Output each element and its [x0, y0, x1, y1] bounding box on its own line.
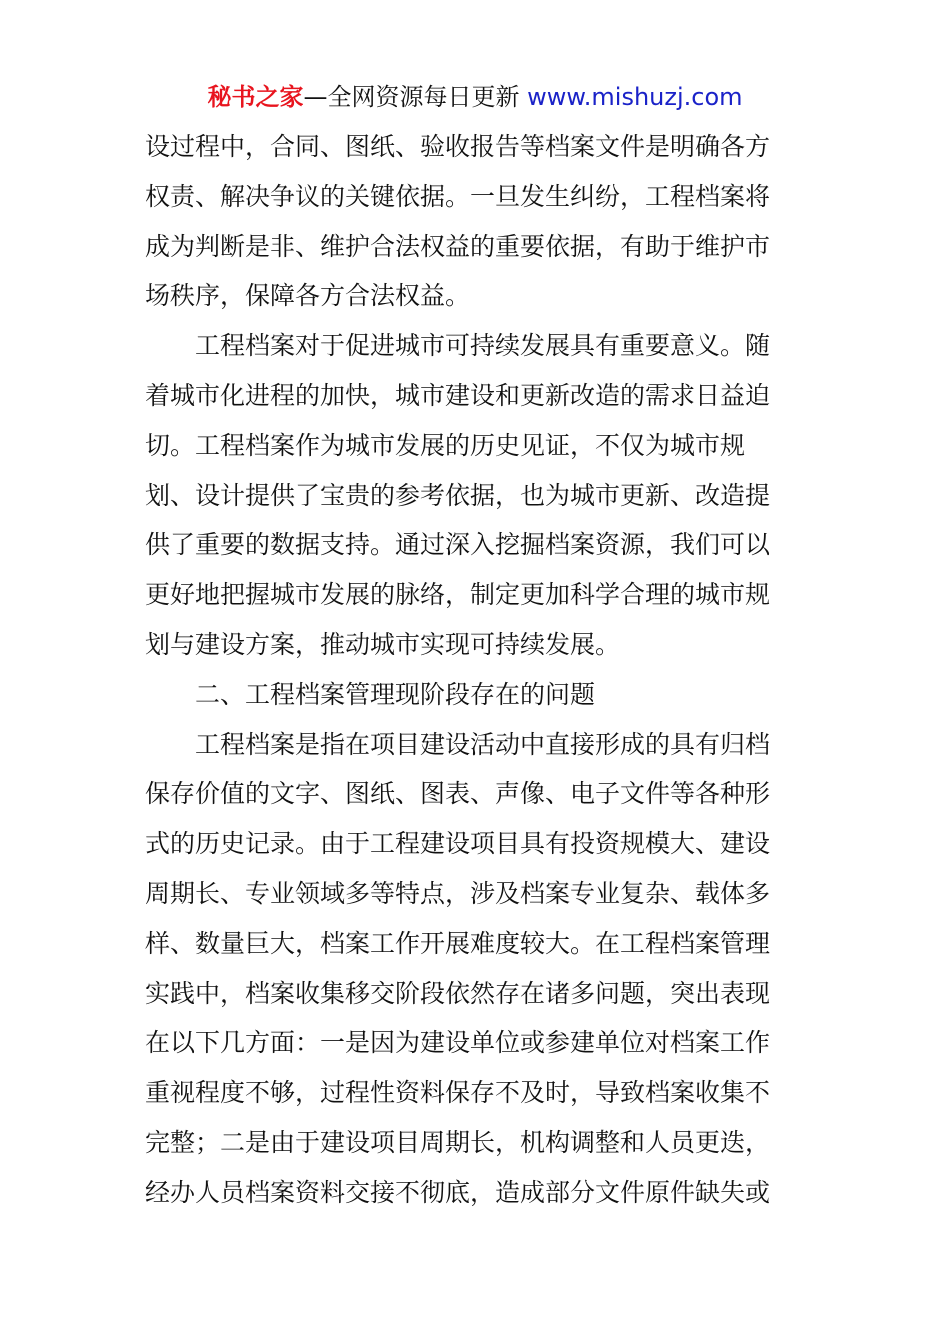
- text-line: 式的历史记录。由于工程建设项目具有投资规模大、建设: [145, 829, 771, 859]
- document-body: [145, 122, 810, 1218]
- text-line: 周期长、专业领域多等特点，涉及档案专业复杂、载体多: [145, 878, 771, 908]
- text-line: 更好地把握城市发展的脉络，制定更加科学合理的城市规: [145, 580, 771, 610]
- text-line: 完整；二是由于建设项目周期长，机构调整和人员更迭，: [145, 1127, 771, 1157]
- text-line: 成为判断是非、维护合法权益的重要依据，有助于维护市: [145, 231, 771, 261]
- text-line: 样、数量巨大，档案工作开展难度较大。在工程档案管理: [145, 928, 771, 958]
- text-line: 划、设计提供了宝贵的参考依据，也为城市更新、改造提: [145, 480, 771, 510]
- header-brand: 秘书之家: [207, 83, 304, 111]
- page-header: [0, 80, 950, 114]
- text-line: 保存价值的文字、图纸、图表、声像、电子文件等各种形: [145, 779, 771, 809]
- header-url-link[interactable]: www.mishuzj.com: [527, 83, 743, 111]
- paragraph-first-line: 工程档案对于促进城市可持续发展具有重要意义。随: [195, 331, 771, 361]
- text-line: 着城市化进程的加快，城市建设和更新改造的需求日益迫: [145, 380, 771, 410]
- text-line: 场秩序，保障各方合法权益。: [145, 281, 471, 311]
- header-tagline: —全网资源每日更新: [303, 83, 520, 111]
- text-line: 经办人员档案资料交接不彻底，造成部分文件原件缺失或: [145, 1177, 771, 1207]
- text-line: 在以下几方面：一是因为建设单位或参建单位对档案工作: [145, 1028, 771, 1058]
- section-heading: 二、工程档案管理现阶段存在的问题: [195, 679, 596, 709]
- text-line: 重视程度不够，过程性资料保存不及时，导致档案收集不: [145, 1078, 771, 1108]
- text-line: 供了重要的数据支持。通过深入挖掘档案资源，我们可以: [145, 530, 771, 560]
- text-line: 实践中，档案收集移交阶段依然存在诸多问题，突出表现: [145, 978, 771, 1008]
- paragraph-first-line: 工程档案是指在项目建设活动中直接形成的具有归档: [195, 729, 771, 759]
- text-line: 权责、解决争议的关键依据。一旦发生纠纷，工程档案将: [145, 181, 771, 211]
- text-line: 设过程中，合同、图纸、验收报告等档案文件是明确各方: [145, 132, 771, 161]
- text-line: 切。工程档案作为城市发展的历史见证，不仅为城市规: [145, 430, 746, 460]
- text-line: 划与建设方案，推动城市实现可持续发展。: [145, 629, 621, 659]
